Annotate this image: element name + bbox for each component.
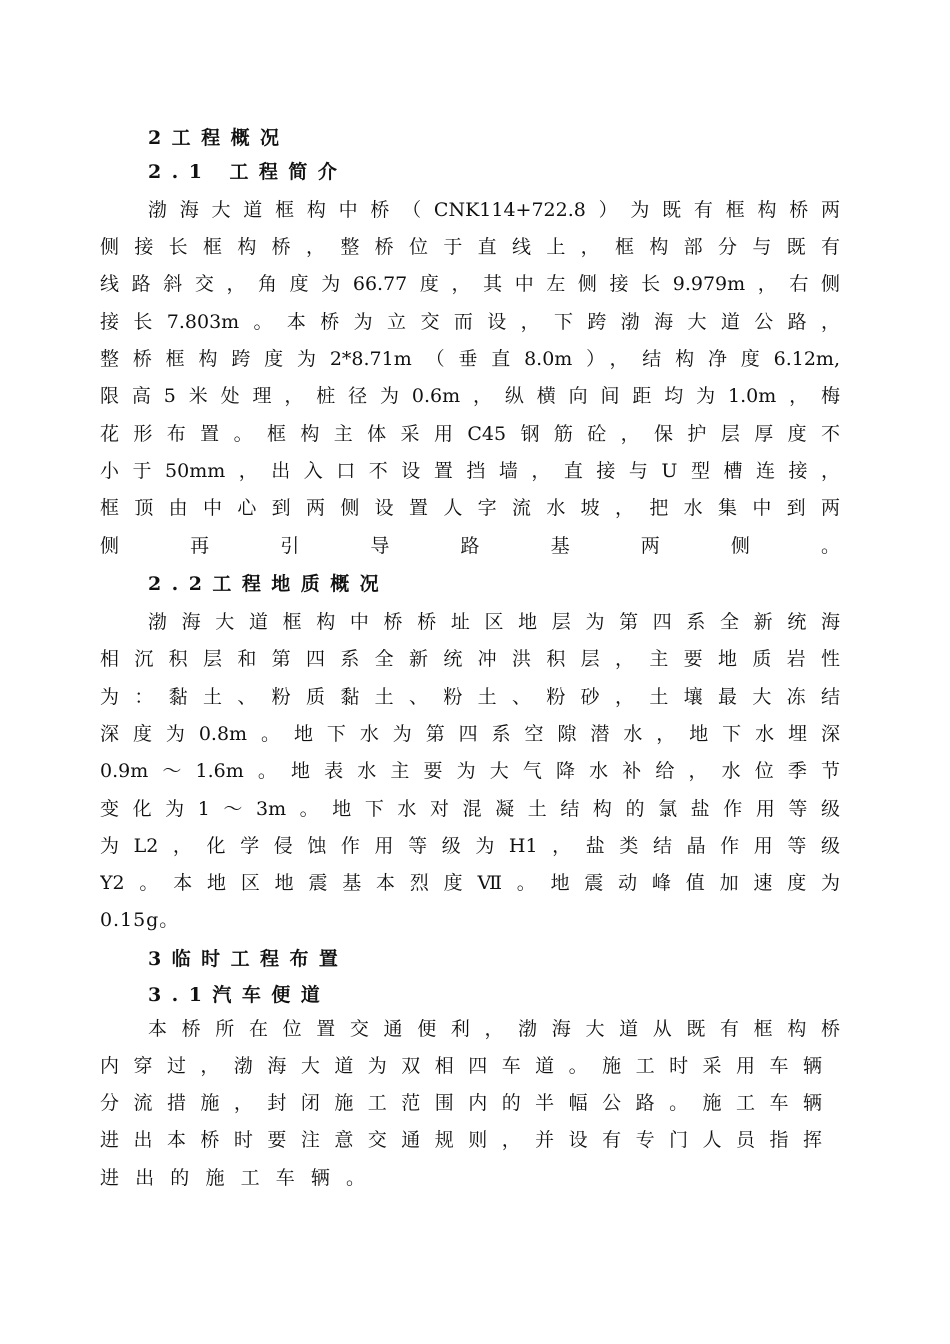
paragraph-line: 线路斜交，角度为66.77度，其中左侧接长9.979m，右侧 bbox=[100, 273, 840, 295]
paragraph-line: 0.9m～1.6m。地表水主要为大气降水补给，水位季节 bbox=[100, 760, 840, 782]
paragraph-line: 整桥框构跨度为2*8.71m（垂直8.0m），结构净度6.12m, bbox=[100, 348, 840, 370]
section-3-1-heading: 3.1汽车便道 bbox=[148, 984, 331, 1006]
paragraph-line: 分流措施，封闭施工范围内的半幅公路。施工车辆 bbox=[100, 1092, 822, 1114]
paragraph-line: 为L2，化学侵蚀作用等级为H1，盐类结晶作用等级 bbox=[100, 835, 840, 857]
paragraph-line: 进出的施工车辆。 bbox=[100, 1167, 382, 1189]
section-2-heading: 2工程概况 bbox=[148, 127, 290, 149]
paragraph-line: 变化为1～3m。地下水对混凝土结构的氯盐作用等级 bbox=[100, 798, 840, 820]
paragraph-line: 限高5米处理，桩径为0.6m，纵横向间距均为1.0m，梅 bbox=[100, 385, 840, 407]
paragraph-line: 小于50mm，出入口不设置挡墙，直接与U型槽连接， bbox=[100, 460, 840, 482]
paragraph-line: 侧接长框构桥，整桥位于直线上，框构部分与既有 bbox=[100, 236, 840, 258]
section-2-1-heading: 2.1 工程简介 bbox=[148, 161, 348, 183]
section-2-2-heading: 2.2工程地质概况 bbox=[148, 573, 390, 595]
section-3-heading: 3临时工程布置 bbox=[148, 948, 349, 970]
paragraph-line: 花形布置。框构主体采用C45钢筋砼，保护层厚度不 bbox=[100, 423, 840, 445]
paragraph-line: 接长7.803m。本桥为立交而设，下跨渤海大道公路， bbox=[100, 311, 840, 333]
paragraph-line: 渤海大道框构中桥桥址区地层为第四系全新统海 bbox=[148, 611, 840, 633]
paragraph-line: 相沉积层和第四系全新统冲洪积层，主要地质岩性 bbox=[100, 648, 840, 670]
paragraph-line: 内穿过，渤海大道为双相四车道。施工时采用车辆 bbox=[100, 1055, 822, 1077]
paragraph-line: 进出本桥时要注意交通规则，并设有专门人员指挥 bbox=[100, 1129, 822, 1151]
paragraph-line: 渤海大道框构中桥（CNK114+722.8）为既有框构桥两 bbox=[148, 199, 840, 221]
paragraph-line: 为：黏土、粉质黏土、粉土、粉砂，土壤最大冻结 bbox=[100, 686, 840, 708]
paragraph-line: 框顶由中心到两侧设置人字流水坡，把水集中到两 bbox=[100, 497, 840, 519]
paragraph-line: 深度为0.8m。地下水为第四系空隙潜水，地下水埋深 bbox=[100, 723, 840, 745]
paragraph-line: 0.15g。 bbox=[100, 909, 180, 931]
paragraph-line: 侧再引导路基两侧。 bbox=[100, 535, 840, 557]
paragraph-line: Y2。本地区地震基本烈度Ⅶ。地震动峰值加速度为 bbox=[100, 872, 840, 894]
paragraph-line: 本桥所在位置交通便利，渤海大道从既有框构桥 bbox=[148, 1018, 840, 1040]
